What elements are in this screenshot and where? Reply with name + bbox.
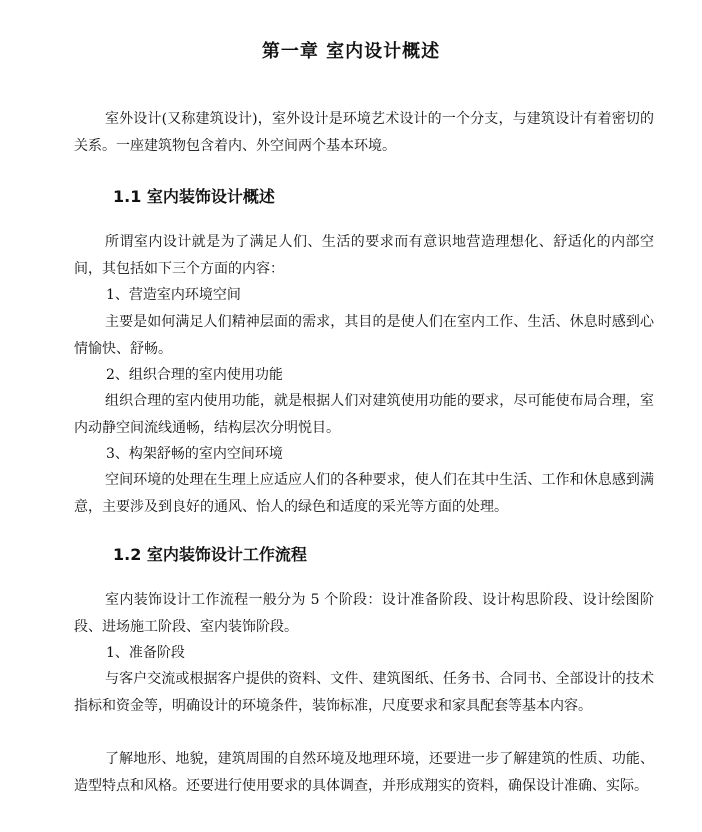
chapter-title: 第一章 室内设计概述 [261,41,441,62]
stage-1-paragraph-2: 了解地形、地貌，建筑周围的自然环境及地理环境，还要进一步了解建筑的性质、功能、造型特点和风格。还要进行使用要求的具体调查，并形成翔实的资料，确保设计准确、实际。 [74,751,654,794]
list-item-text-1: 主要是如何满足人们精神层面的需求，其目的是使人们在室内工作、生活、休息时感到心情愉快、舒畅。 [74,314,654,357]
chapter-intro-paragraph: 室外设计(又称建筑设计)，室外设计是环境艺术设计的一个分支，与建筑设计有着密切的关系。一座建筑物包含着内、外空间两个基本环境。 [74,111,654,154]
list-item-text-3: 空间环境的处理在生理上应适应人们的各种要求，使人们在其中生活、工作和休息感到满意，主要涉及到良好的通风、怡人的绿色和适度的采光等方面的处理。 [74,472,654,515]
section-heading-1-2: 1.2 室内装饰设计工作流程 [113,545,307,564]
stage-label-1: 1、准备阶段 [106,645,185,661]
stage-1-paragraph-1: 与客户交流或根据客户提供的资料、文件、建筑图纸、任务书、合同书、全部设计的技术指标和资金等，明确设计的环境条件，装饰标准，尺度要求和家具配套等基本内容。 [74,671,654,714]
list-item-label-1: 1、营造室内环境空间 [106,287,241,303]
section-1-1-intro-paragraph: 所谓室内设计就是为了满足人们、生活的要求而有意识地营造理想化、舒适化的内部空间，其包括如下三个方面的内容： [74,234,654,277]
list-item-label-3: 3、构架舒畅的室内空间环境 [106,446,283,462]
section-heading-1-1: 1.1 室内装饰设计概述 [113,187,275,206]
list-item-label-2: 2、组织合理的室内使用功能 [106,367,283,383]
list-item-text-2: 组织合理的室内使用功能，就是根据人们对建筑使用功能的要求，尽可能使布局合理，室内动静空间流线通畅，结构层次分明悦目。 [74,393,654,436]
section-1-2-intro-paragraph: 室内装饰设计工作流程一般分为 5 个阶段：设计准备阶段、设计构思阶段、设计绘图阶段、进场施工阶段、室内装饰阶段。 [74,592,654,635]
